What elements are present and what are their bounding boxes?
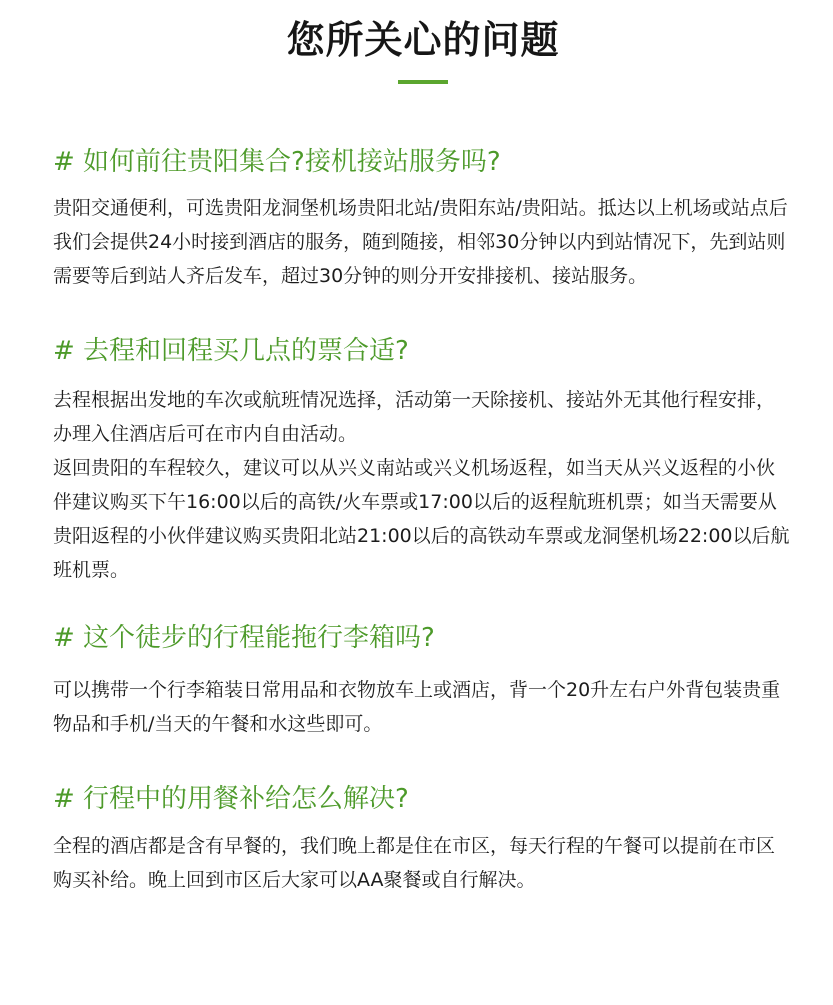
faq-answer	[53, 383, 793, 587]
faq-answer	[53, 191, 793, 293]
faq-answer-paragraph: 全程的酒店都是含有早餐的，我们晚上都是住在市区，每天行程的午餐可以提前在市区购买补给。晚上回到市区后大家可以AA聚餐或自行解决。	[53, 835, 776, 891]
faq-item-meals	[53, 781, 793, 897]
faq-item-ticket-timing	[53, 333, 793, 587]
faq-item-airport-pickup	[53, 144, 793, 293]
faq-answer-paragraph: 贵阳交通便利，可选贵阳龙洞堡机场贵阳北站/贵阳东站/贵阳站。抵达以上机场或站点后我们会提供24小时接到酒店的服务，随到随接，相邻30分钟以内到站情况下，先到站则需要等后到站人齐后发车，超过30分钟的则分开安排接机、接站服务。	[53, 197, 788, 287]
faq-question: # 这个徒步的行程能拖行李箱吗?	[53, 623, 435, 653]
page-title: 您所关心的问题	[286, 18, 560, 62]
faq-question: # 去程和回程买几点的票合适?	[53, 336, 409, 366]
title-underline	[398, 80, 448, 84]
faq-answer-paragraph: 可以携带一个行李箱装日常用品和衣物放车上或酒店，背一个20升左右户外背包装贵重物品和手机/当天的午餐和水这些即可。	[53, 679, 781, 735]
faq-answer-paragraph: 去程根据出发地的车次或航班情况选择，活动第一天除接机、接站外无其他行程安排，办理入住酒店后可在市内自由活动。	[53, 389, 776, 445]
faq-question: # 如何前往贵阳集合?接机接站服务吗?	[53, 147, 501, 177]
faq-answer	[53, 673, 793, 741]
faq-question: # 行程中的用餐补给怎么解决?	[53, 784, 409, 814]
faq-item-luggage	[53, 620, 793, 741]
faq-answer-paragraph: 返回贵阳的车程较久，建议可以从兴义南站或兴义机场返程，如当天从兴义返程的小伙伴建议购买下午16:00以后的高铁/火车票或17:00以后的返程航班机票；如当天需要从贵阳返程的小伙伴建议购买贵阳北站21:00以后的高铁动车票或龙洞堡机场22:00以后航班机票。	[53, 457, 790, 581]
faq-answer	[53, 829, 793, 897]
